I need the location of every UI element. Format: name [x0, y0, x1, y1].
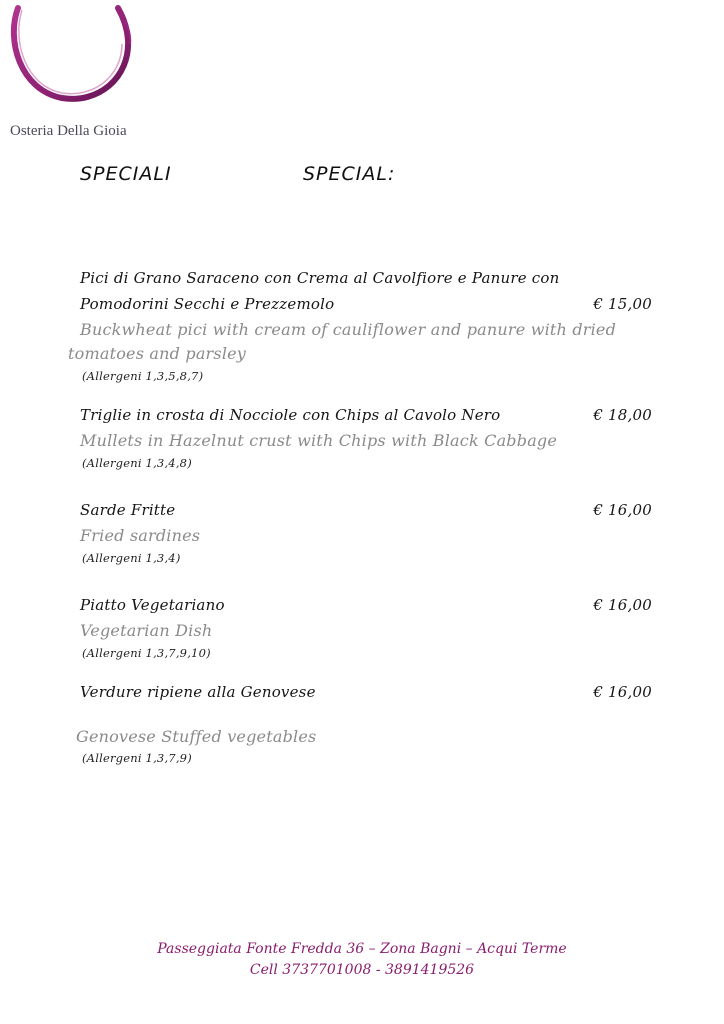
item-1-allergens: (Allergeni 1,3,5,8,7) [82, 369, 204, 383]
item-5-allergens: (Allergeni 1,3,7,9) [82, 751, 192, 765]
item-1-price: € 15,00 [593, 295, 652, 313]
item-4-italian: Piatto Vegetariano [80, 596, 225, 614]
footer-phone: Cell 3737701008 - 3891419526 [249, 962, 475, 978]
item-2-price: € 18,00 [593, 406, 652, 424]
logo-circle-icon [0, 0, 160, 120]
item-1-english-line2: tomatoes and parsley [68, 344, 247, 363]
item-2-italian: Triglie in crosta di Nocciole con Chips al Cavolo Nero [80, 406, 501, 424]
item-5-italian: Verdure ripiene alla Genovese [80, 683, 316, 701]
item-3-italian: Sarde Fritte [80, 501, 176, 519]
item-1-english-line1: Buckwheat pici with cream of cauliflower and panure with dried [80, 320, 617, 339]
item-3-price: € 16,00 [593, 501, 652, 519]
title-italian: SPECIALI [80, 163, 172, 185]
item-4-allergens: (Allergeni 1,3,7,9,10) [82, 646, 211, 660]
item-3-allergens: (Allergeni 1,3,4) [82, 551, 181, 565]
item-4-price: € 16,00 [593, 596, 652, 614]
title-english: SPECIAL: [303, 163, 396, 185]
footer-address: Passeggiata Fonte Fredda 36 – Zona Bagni – Acqui Terme [157, 941, 567, 957]
brand-name: Osteria Della Gioia [10, 123, 127, 139]
item-2-english: Mullets in Hazelnut crust with Chips with Black Cabbage [80, 431, 558, 450]
item-3-english: Fried sardines [80, 526, 201, 545]
item-5-english: Genovese Stuffed vegetables [76, 727, 317, 746]
item-5-price: € 16,00 [593, 683, 652, 701]
item-1-italian-line1: Pici di Grano Saraceno con Crema al Cavolfiore e Panure con [80, 269, 560, 287]
item-1-italian-line2: Pomodorini Secchi e Prezzemolo [80, 295, 335, 313]
item-2-allergens: (Allergeni 1,3,4,8) [82, 456, 192, 470]
item-4-english: Vegetarian Dish [80, 621, 213, 640]
